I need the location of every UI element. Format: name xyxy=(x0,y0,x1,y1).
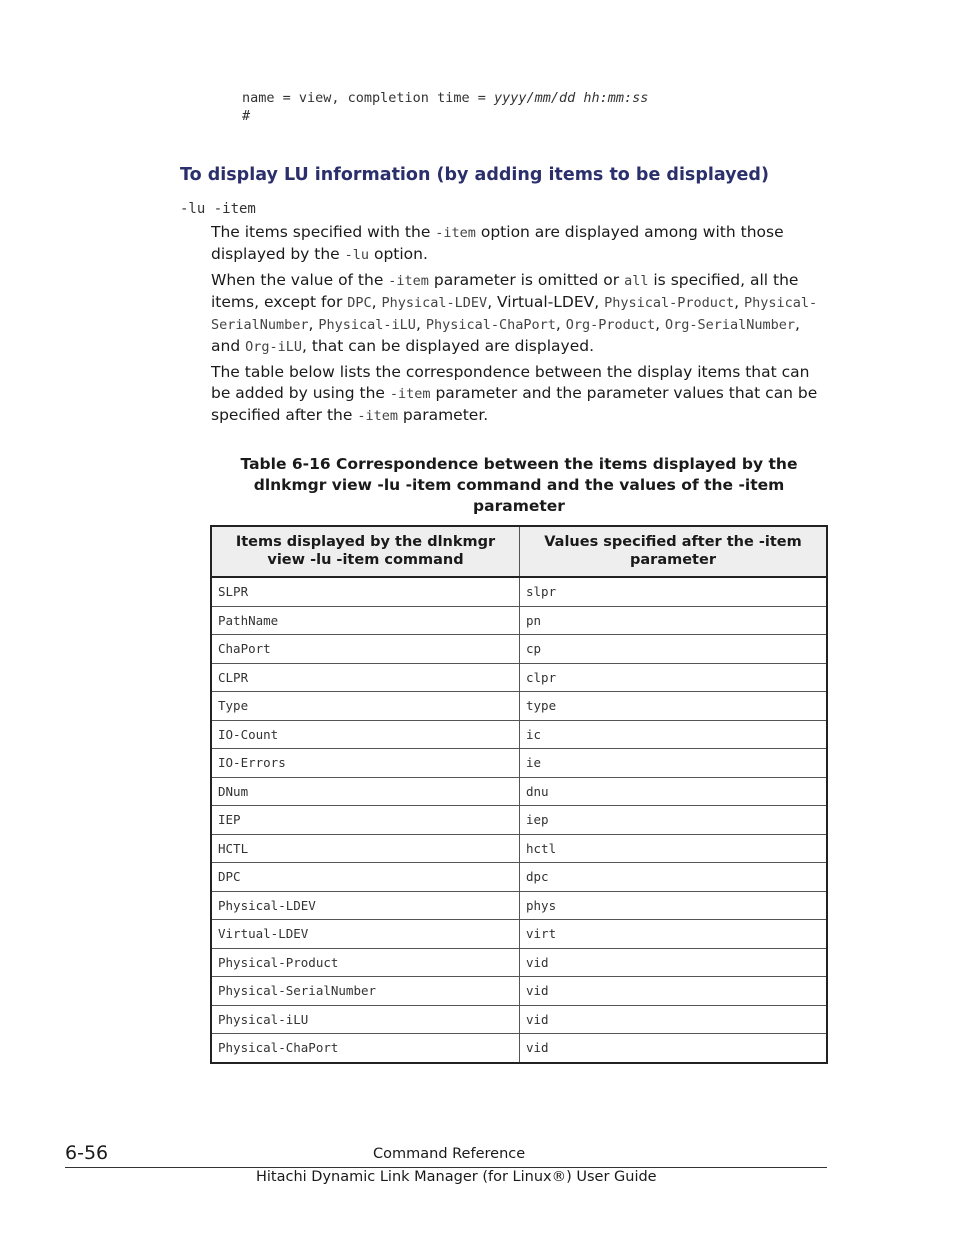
inline-code: Org-Product xyxy=(565,317,656,333)
inline-code: -item xyxy=(357,408,398,424)
text: , xyxy=(734,293,745,311)
text: parameter and the parameter values that can be specified after the xyxy=(211,384,818,424)
table-row xyxy=(211,777,827,806)
text: , xyxy=(555,315,566,333)
item-cell: HCTL xyxy=(211,834,520,863)
table-row xyxy=(211,577,827,606)
inline-code: all xyxy=(624,273,649,289)
table-header-row xyxy=(211,526,827,577)
paragraph-3 xyxy=(211,362,829,427)
item-cell: Physical-ChaPort xyxy=(211,1034,520,1063)
value-cell: dnu xyxy=(520,777,828,806)
parameter-table xyxy=(210,525,828,1064)
footer-section-title: Command Reference xyxy=(373,1146,526,1162)
inline-code: Org-iLU xyxy=(245,339,302,355)
code-line-2: # xyxy=(242,108,251,124)
item-cell: IEP xyxy=(211,806,520,835)
text: parameter. xyxy=(397,406,489,424)
item-cell: IO-Count xyxy=(211,720,520,749)
text: is specified, all the items, except for xyxy=(211,271,799,311)
text: , xyxy=(655,315,665,333)
value-cell: virt xyxy=(520,920,828,949)
text: , that can be displayed are displayed. xyxy=(302,337,595,355)
item-cell: ChaPort xyxy=(211,635,520,664)
inline-code: -item xyxy=(388,273,429,289)
footer-divider xyxy=(65,1167,827,1168)
table-row xyxy=(211,977,827,1006)
value-cell: clpr xyxy=(520,663,828,692)
code-example xyxy=(242,89,648,125)
inline-code: Org-SerialNumber xyxy=(664,317,796,333)
section-heading: To display LU information (by adding items to be displayed) xyxy=(180,165,769,185)
item-cell: DNum xyxy=(211,777,520,806)
paragraph-1 xyxy=(211,222,829,266)
table-row xyxy=(211,635,827,664)
text: option are displayed among with those displayed by the xyxy=(211,223,784,263)
item-cell: Physical-SerialNumber xyxy=(211,977,520,1006)
inline-code: Physical-SerialNumber xyxy=(211,295,818,333)
table-row xyxy=(211,806,827,835)
value-cell: vid xyxy=(520,977,828,1006)
table-row xyxy=(211,863,827,892)
page-number: 6-56 xyxy=(65,1142,109,1164)
value-cell: phys xyxy=(520,891,828,920)
table-caption: Table 6-16 Correspondence between the items displayed by the dlnkmgr view -lu -item command and the values of the -item parameter xyxy=(240,455,798,515)
item-cell: Physical-LDEV xyxy=(211,891,520,920)
text: , xyxy=(308,315,319,333)
item-cell: Physical-Product xyxy=(211,948,520,977)
inline-code: -item xyxy=(389,386,431,402)
code-line-1-prefix: name = view, completion time = xyxy=(242,90,494,106)
item-cell: Virtual-LDEV xyxy=(211,920,520,949)
value-cell: ic xyxy=(520,720,828,749)
table-body xyxy=(211,577,827,1063)
text: , xyxy=(415,315,426,333)
text: The table below lists the correspondence between the display items that can be added by using the xyxy=(211,363,810,402)
item-cell: DPC xyxy=(211,863,520,892)
value-cell: slpr xyxy=(520,577,828,606)
value-cell: type xyxy=(520,692,828,721)
value-cell: ie xyxy=(520,749,828,778)
table-row xyxy=(211,834,827,863)
inline-code: Physical-ChaPort xyxy=(425,317,556,333)
text: When the value of the xyxy=(211,271,389,289)
item-cell: Physical-iLU xyxy=(211,1005,520,1034)
value-cell: vid xyxy=(520,1034,828,1063)
value-cell: dpc xyxy=(520,863,828,892)
value-cell: hctl xyxy=(520,834,828,863)
table-row xyxy=(211,692,827,721)
item-cell: CLPR xyxy=(211,663,520,692)
text: parameter is omitted or xyxy=(428,271,625,289)
value-cell: vid xyxy=(520,1005,828,1034)
table-row xyxy=(211,1034,827,1063)
paragraph-2 xyxy=(211,270,829,358)
inline-code: -lu xyxy=(344,247,370,263)
inline-code: Physical-Product xyxy=(604,295,735,311)
value-cell: cp xyxy=(520,635,828,664)
inline-code: DPC xyxy=(347,295,372,311)
item-cell: Type xyxy=(211,692,520,721)
table-row xyxy=(211,749,827,778)
text: , xyxy=(371,293,382,311)
column-header-values: Values specified after the -item parameter xyxy=(520,526,828,577)
table-row xyxy=(211,920,827,949)
table-row xyxy=(211,1005,827,1034)
option-description xyxy=(211,222,829,431)
value-cell: vid xyxy=(520,948,828,977)
item-cell: PathName xyxy=(211,606,520,635)
table-row xyxy=(211,720,827,749)
item-cell: SLPR xyxy=(211,577,520,606)
table-row xyxy=(211,606,827,635)
inline-code: -item xyxy=(435,225,476,241)
table-row xyxy=(211,891,827,920)
table-row xyxy=(211,948,827,977)
footer-guide-title: Hitachi Dynamic Link Manager (for Linux®) User Guide xyxy=(256,1169,657,1185)
text: , and xyxy=(211,315,800,355)
column-header-items: Items displayed by the dlnkmgr view -lu -item command xyxy=(211,526,520,577)
text: , Virtual-LDEV, xyxy=(487,293,605,311)
inline-code: Physical-LDEV xyxy=(381,295,488,311)
option-name: -lu -item xyxy=(180,201,256,217)
value-cell: iep xyxy=(520,806,828,835)
item-cell: IO-Errors xyxy=(211,749,520,778)
text: The items specified with the xyxy=(211,223,436,241)
table-row xyxy=(211,663,827,692)
inline-code: Physical-iLU xyxy=(318,317,416,333)
value-cell: pn xyxy=(520,606,828,635)
code-line-1-format: yyyy/mm/dd hh:mm:ss xyxy=(493,90,649,106)
text: option. xyxy=(369,245,428,263)
